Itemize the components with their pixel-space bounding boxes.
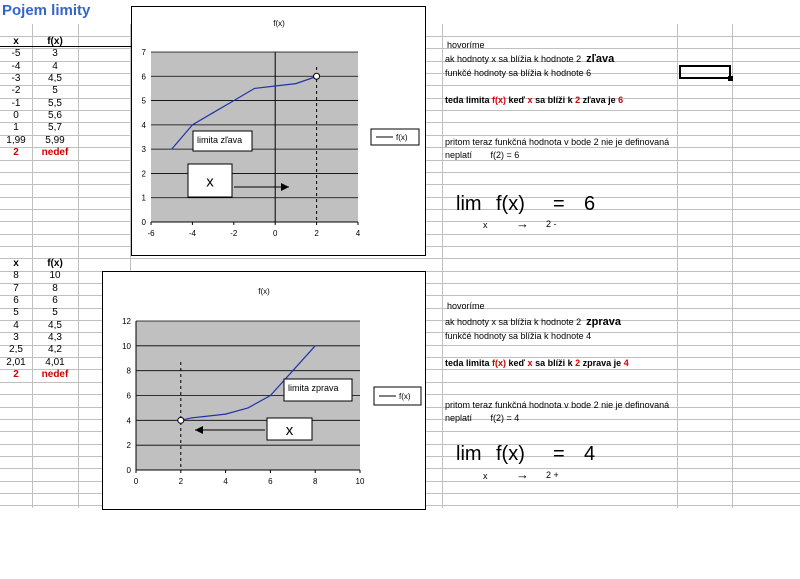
- p1-c-2: 2: [575, 95, 581, 105]
- x-tick-label: 6: [268, 477, 273, 486]
- cell-fx[interactable]: 6: [52, 295, 58, 307]
- chart-left-limit[interactable]: [131, 6, 426, 256]
- p1-line5-b: f(2) = 6: [490, 150, 520, 160]
- cell-fx[interactable]: 5,7: [48, 122, 62, 134]
- col-header-fx[interactable]: f(x): [47, 36, 63, 47]
- legend-label: f(x): [396, 133, 408, 142]
- chart-right-limit-svg: [103, 272, 425, 509]
- p2-c-2: 2: [575, 358, 581, 368]
- cell-x-undefined[interactable]: 2: [13, 147, 19, 159]
- cell-fx[interactable]: 4,01: [45, 356, 65, 368]
- p2-line1-dir: zprava: [586, 316, 621, 328]
- cell-x[interactable]: -5: [11, 48, 21, 60]
- data-point: [225, 414, 226, 415]
- cell-x[interactable]: 2,5: [9, 344, 23, 356]
- p1-conclusion: [445, 95, 623, 105]
- y-tick-label: 8: [126, 366, 131, 376]
- cell-fx-undefined[interactable]: nedef: [41, 369, 69, 381]
- y-tick-label: 0: [141, 218, 146, 227]
- p2-c-a: teda limita: [445, 358, 490, 368]
- p1-lim-x: x: [483, 220, 488, 230]
- cell-x[interactable]: 1: [13, 122, 19, 134]
- p2-c-fx: f(x): [492, 358, 507, 368]
- data-point: [270, 395, 271, 396]
- selected-cell[interactable]: [679, 65, 731, 79]
- cell-fx[interactable]: 5: [52, 85, 58, 97]
- p2-hovorime: hovoríme: [447, 301, 485, 311]
- p2-line1: [445, 316, 621, 328]
- data-point: [275, 85, 276, 86]
- p2-c-c: sa blíži k: [535, 358, 573, 368]
- cell-x[interactable]: 3: [13, 332, 19, 344]
- p1-line1-dir: zľava: [586, 53, 615, 65]
- p2-line5: [445, 413, 519, 423]
- cell-fx[interactable]: 4: [52, 60, 58, 72]
- x-tick-label: 10: [355, 477, 365, 486]
- col-header-x[interactable]: x: [13, 258, 19, 269]
- legend-label: f(x): [399, 392, 411, 401]
- p2-line4: pritom teraz funkčná hodnota v bode 2 nie je definovaná: [445, 400, 670, 410]
- data-point: [233, 100, 234, 101]
- p2-lim-to: 2 +: [546, 470, 559, 480]
- data-point: [254, 88, 255, 89]
- chart-title: f(x): [273, 19, 285, 28]
- p1-c-x: x: [527, 95, 533, 105]
- y-tick-label: 2: [126, 441, 131, 451]
- p2-c-x: x: [527, 358, 533, 368]
- cell-x[interactable]: 2,01: [6, 356, 26, 368]
- data-point: [203, 416, 204, 417]
- cell-x[interactable]: 8: [13, 270, 19, 282]
- p2-lim-arrow: →: [516, 467, 529, 482]
- y-tick-label: 10: [122, 341, 131, 351]
- p1-hovorime: hovoríme: [447, 40, 485, 50]
- cell-x[interactable]: 4: [13, 319, 19, 331]
- cell-fx[interactable]: 5,5: [48, 97, 62, 109]
- y-tick-label: 3: [141, 145, 146, 155]
- data-point: [191, 417, 192, 418]
- p1-c-val: 6: [618, 95, 624, 105]
- p1-c-a: teda limita: [445, 95, 490, 105]
- p2-c-b: keď: [508, 358, 526, 368]
- p2-line1-text: ak hodnoty x sa blížia k hodnote 2: [445, 317, 582, 327]
- y-tick-label: 0: [126, 466, 131, 475]
- x-tick-label: 8: [312, 477, 318, 486]
- open-point-marker: [178, 417, 184, 423]
- cell-fx-undefined[interactable]: nedef: [41, 147, 69, 159]
- cell-fx[interactable]: 4,5: [48, 73, 62, 85]
- p1-c-b: keď: [508, 95, 526, 105]
- p2-c-val: 4: [623, 358, 629, 368]
- x-label-text: x: [206, 173, 214, 191]
- cell-x[interactable]: -2: [11, 85, 21, 97]
- data-point: [247, 407, 248, 408]
- cell-x[interactable]: 5: [13, 307, 19, 319]
- x-tick-label: 2: [178, 477, 184, 486]
- p1-line1-text: ak hodnoty x sa blížia k hodnote 2: [445, 54, 582, 64]
- p2-line5-b: f(2) = 4: [490, 413, 520, 423]
- y-tick-label: 5: [141, 96, 146, 106]
- chart-title: f(x): [258, 287, 270, 296]
- x-tick-label: 4: [355, 229, 361, 238]
- p1-lim-arrow: →: [516, 216, 529, 231]
- p2-lim-fx: f(x): [496, 443, 525, 465]
- p1-line1: [445, 53, 614, 65]
- data-point: [315, 345, 316, 346]
- data-point: [292, 370, 293, 371]
- y-tick-label: 1: [141, 193, 146, 203]
- col-header-fx[interactable]: f(x): [47, 258, 63, 269]
- cell-x[interactable]: -4: [11, 60, 21, 72]
- cell-fx[interactable]: 4,2: [48, 344, 62, 356]
- p2-conclusion: [445, 358, 629, 368]
- cell-x-undefined[interactable]: 2: [13, 369, 19, 381]
- p1-c-c: sa blíži k: [535, 95, 573, 105]
- p2-lim: lim: [456, 443, 482, 465]
- y-tick-label: 6: [126, 391, 131, 401]
- p2-c-d: zprava je: [582, 358, 622, 368]
- y-tick-label: 4: [141, 120, 146, 130]
- cell-fx[interactable]: 5: [52, 307, 58, 319]
- p1-c-fx: f(x): [492, 95, 507, 105]
- y-tick-label: 6: [141, 72, 146, 82]
- p1-line5: [445, 150, 519, 160]
- p2-lim-x: x: [483, 471, 488, 481]
- p1-lim-eq: =: [553, 193, 565, 215]
- p1-lim-fx: f(x): [496, 193, 525, 215]
- p2-lim-eq: =: [553, 443, 565, 465]
- cell-x[interactable]: 6: [13, 295, 19, 307]
- p1-line4: pritom teraz funkčná hodnota v bode 2 nie je definovaná: [445, 137, 670, 147]
- data-point: [192, 124, 193, 125]
- p1-line2: funkčé hodnoty sa blížia k hodnote 6: [445, 68, 592, 78]
- cell-fx[interactable]: 5,6: [48, 110, 62, 122]
- p1-lim-val: 6: [584, 193, 596, 215]
- cell-x[interactable]: 7: [13, 282, 19, 294]
- p2-lim-val: 4: [584, 443, 596, 465]
- p2-line5-a: neplatí: [445, 413, 473, 423]
- p1-c-d: zľava je: [582, 95, 616, 105]
- y-tick-label: 12: [122, 317, 131, 326]
- x-tick-label: -2: [230, 229, 238, 238]
- x-tick-label: 4: [223, 477, 228, 486]
- y-tick-label: 7: [141, 48, 146, 57]
- data-point: [171, 149, 172, 150]
- x-tick-label: 0: [272, 229, 278, 238]
- cell-x[interactable]: 1,99: [6, 134, 26, 146]
- sheet-title[interactable]: Pojem limity: [2, 2, 91, 19]
- data-point: [213, 112, 214, 113]
- x-tick-label: 2: [314, 229, 319, 238]
- cell-fx[interactable]: 5,99: [45, 134, 65, 146]
- y-tick-label: 2: [141, 169, 146, 179]
- x-tick-label: -6: [147, 229, 155, 238]
- p1-line5-a: neplatí: [445, 150, 473, 160]
- x-tick-label: 0: [133, 477, 139, 486]
- y-tick-label: 4: [126, 416, 131, 426]
- cell-x[interactable]: -3: [11, 73, 21, 85]
- cell-x[interactable]: 0: [13, 110, 19, 122]
- cell-fx[interactable]: 4,3: [48, 332, 62, 344]
- x-label-text: x: [285, 422, 294, 439]
- open-point-marker: [314, 73, 320, 79]
- x-tick-label: -4: [188, 229, 196, 238]
- p1-lim: lim: [456, 193, 482, 215]
- cell-x[interactable]: -1: [11, 97, 21, 109]
- p1-lim-to: 2 -: [546, 219, 557, 229]
- col-header-x[interactable]: x: [13, 36, 19, 47]
- chart-left-limit-svg: [132, 7, 425, 255]
- limit-label-text: limita zprava: [288, 383, 339, 393]
- data-point: [295, 83, 296, 84]
- limit-label-text: limita zľava: [197, 135, 243, 145]
- cell-fx[interactable]: 10: [49, 270, 61, 282]
- p2-line2: funkčé hodnoty sa blížia k hodnote 4: [445, 331, 592, 341]
- cell-fx[interactable]: 8: [52, 282, 58, 294]
- cell-fx[interactable]: 3: [52, 48, 58, 60]
- chart-right-limit[interactable]: [102, 271, 426, 510]
- cell-fx[interactable]: 4,5: [48, 319, 62, 331]
